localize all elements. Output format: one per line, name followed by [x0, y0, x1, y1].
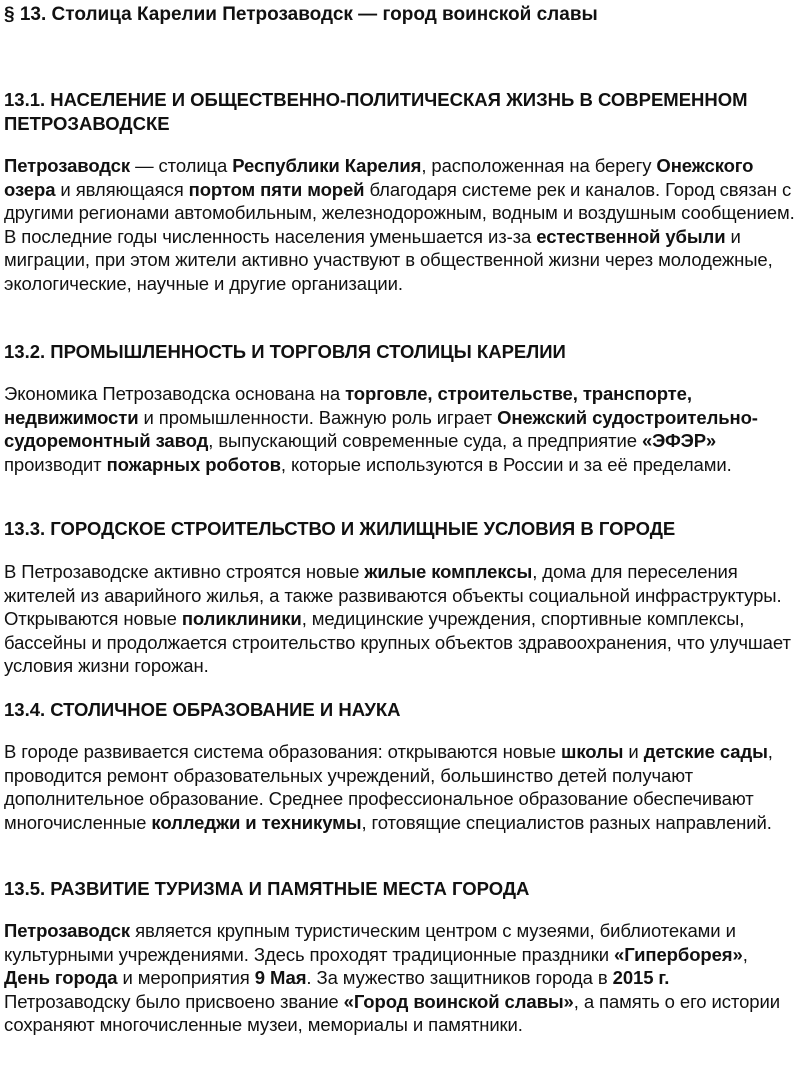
- section-paragraph-13-1: [4, 154, 798, 295]
- text-run: , проводится ремонт образовательных учреждений, большинство детей получают дополнительное образование. Среднее профессиональное образование обеспечивают многочисленные: [4, 741, 773, 833]
- text-run: В городе развивается система образования: открываются новые: [4, 741, 562, 762]
- text-run: и промышленности. Важную роль играет: [138, 406, 498, 428]
- bold-term: «ЭФЭР»: [641, 430, 717, 451]
- text-run: ,: [742, 943, 748, 965]
- bold-term: детские сады: [643, 741, 768, 762]
- bold-term: Онежского озера: [4, 155, 754, 200]
- bold-term: торговле, строительстве, транспорте, недвижимости: [4, 383, 692, 428]
- text-run: , готовящие специалистов разных направлений.: [361, 811, 772, 833]
- section-heading-13-2: 13.2. ПРОМЫШЛЕННОСТЬ И ТОРГОВЛЯ СТОЛИЦЫ КАРЕЛИИ: [4, 341, 566, 362]
- text-run: является крупным туристическим центром с музеями, библиотеками и культурными учреждениями. Здесь проходят традиционные праздники: [4, 920, 736, 965]
- text-run: , выпускающий современные суда, а предприятие: [208, 430, 642, 451]
- bold-term: естественной убыли: [536, 225, 726, 247]
- text-run: . За мужество защитников города в: [306, 967, 613, 988]
- bold-term: школы: [561, 741, 624, 762]
- bold-term: 2015 г.: [612, 967, 670, 988]
- text-run: , а память о его истории сохраняют многочисленные музеи, мемориалы и памятники.: [4, 990, 780, 1035]
- section-heading-13-4: 13.4. СТОЛИЧНОЕ ОБРАЗОВАНИЕ И НАУКА: [4, 699, 401, 720]
- text-run: Петрозаводску было присвоено звание: [4, 990, 344, 1012]
- text-run: , расположенная на берегу: [421, 155, 657, 176]
- section-paragraph-13-5: [4, 919, 798, 1037]
- text-run: Экономика Петрозаводска основана на: [4, 383, 346, 404]
- bold-term: поликлиники: [181, 608, 302, 629]
- text-run: , медицинские учреждения, спортивные комплексы, бассейны и продолжается строительство крупных объектов здравоохранения, что улучшает условия жизни горожан.: [4, 608, 791, 676]
- text-run: , дома для переселения жителей из аварийного жилья, а также развиваются объекты социальной инфраструктуры. Открываются новые: [4, 561, 782, 629]
- text-run: производит: [4, 453, 107, 475]
- section-paragraph-13-4: [4, 740, 798, 834]
- section-heading-13-1: 13.1. НАСЕЛЕНИЕ И ОБЩЕСТВЕННО-ПОЛИТИЧЕСКАЯ ЖИЗНЬ В СОВРЕМЕННОМ ПЕТРОЗАВОДСКЕ: [4, 89, 748, 134]
- bold-term: жилые комплексы: [364, 561, 533, 582]
- bold-term: День города: [4, 967, 118, 988]
- section-heading-13-5: 13.5. РАЗВИТИЕ ТУРИЗМА И ПАМЯТНЫЕ МЕСТА ГОРОДА: [4, 878, 530, 899]
- text-run: — столица: [130, 155, 233, 176]
- section-paragraph-13-2: [4, 382, 798, 476]
- bold-term: пожарных роботов: [106, 453, 281, 475]
- text-run: и миграции, при этом жители активно участвуют в общественной жизни через молодежные, экологические, научные и другие организации.: [4, 225, 773, 294]
- section-paragraph-13-3: [4, 560, 798, 678]
- bold-term: Петрозаводск: [4, 920, 131, 941]
- section-heading-13-3: 13.3. ГОРОДСКОЕ СТРОИТЕЛЬСТВО И ЖИЛИЩНЫЕ УСЛОВИЯ В ГОРОДЕ: [4, 518, 676, 539]
- document-title: § 13. Столица Карелии Петрозаводск — город воинской славы: [4, 4, 598, 25]
- bold-term: «Гиперборея»: [614, 943, 743, 965]
- bold-term: «Город воинской славы»: [343, 990, 574, 1012]
- bold-term: колледжи и техникумы: [151, 811, 362, 833]
- bold-term: Онежский судостроительно-судоремонтный завод: [4, 406, 758, 451]
- bold-term: 9 Мая: [254, 967, 307, 988]
- bold-term: Республики Карелия: [232, 155, 422, 176]
- text-run: и мероприятия: [117, 967, 255, 988]
- text-run: и являющаяся: [55, 178, 189, 200]
- bold-term: Петрозаводск: [4, 155, 131, 176]
- bold-term: портом пяти морей: [188, 178, 365, 200]
- text-run: благодаря системе рек и каналов. Город связан с другими регионами автомобильным, железнодорожным, водным и воздушным сообщением. В последние годы численность населения уменьшается из-за: [4, 178, 795, 247]
- text-run: и: [623, 741, 644, 762]
- text-run: В Петрозаводске активно строятся новые: [4, 561, 365, 582]
- text-run: , которые используются в России и за её пределами.: [280, 453, 732, 475]
